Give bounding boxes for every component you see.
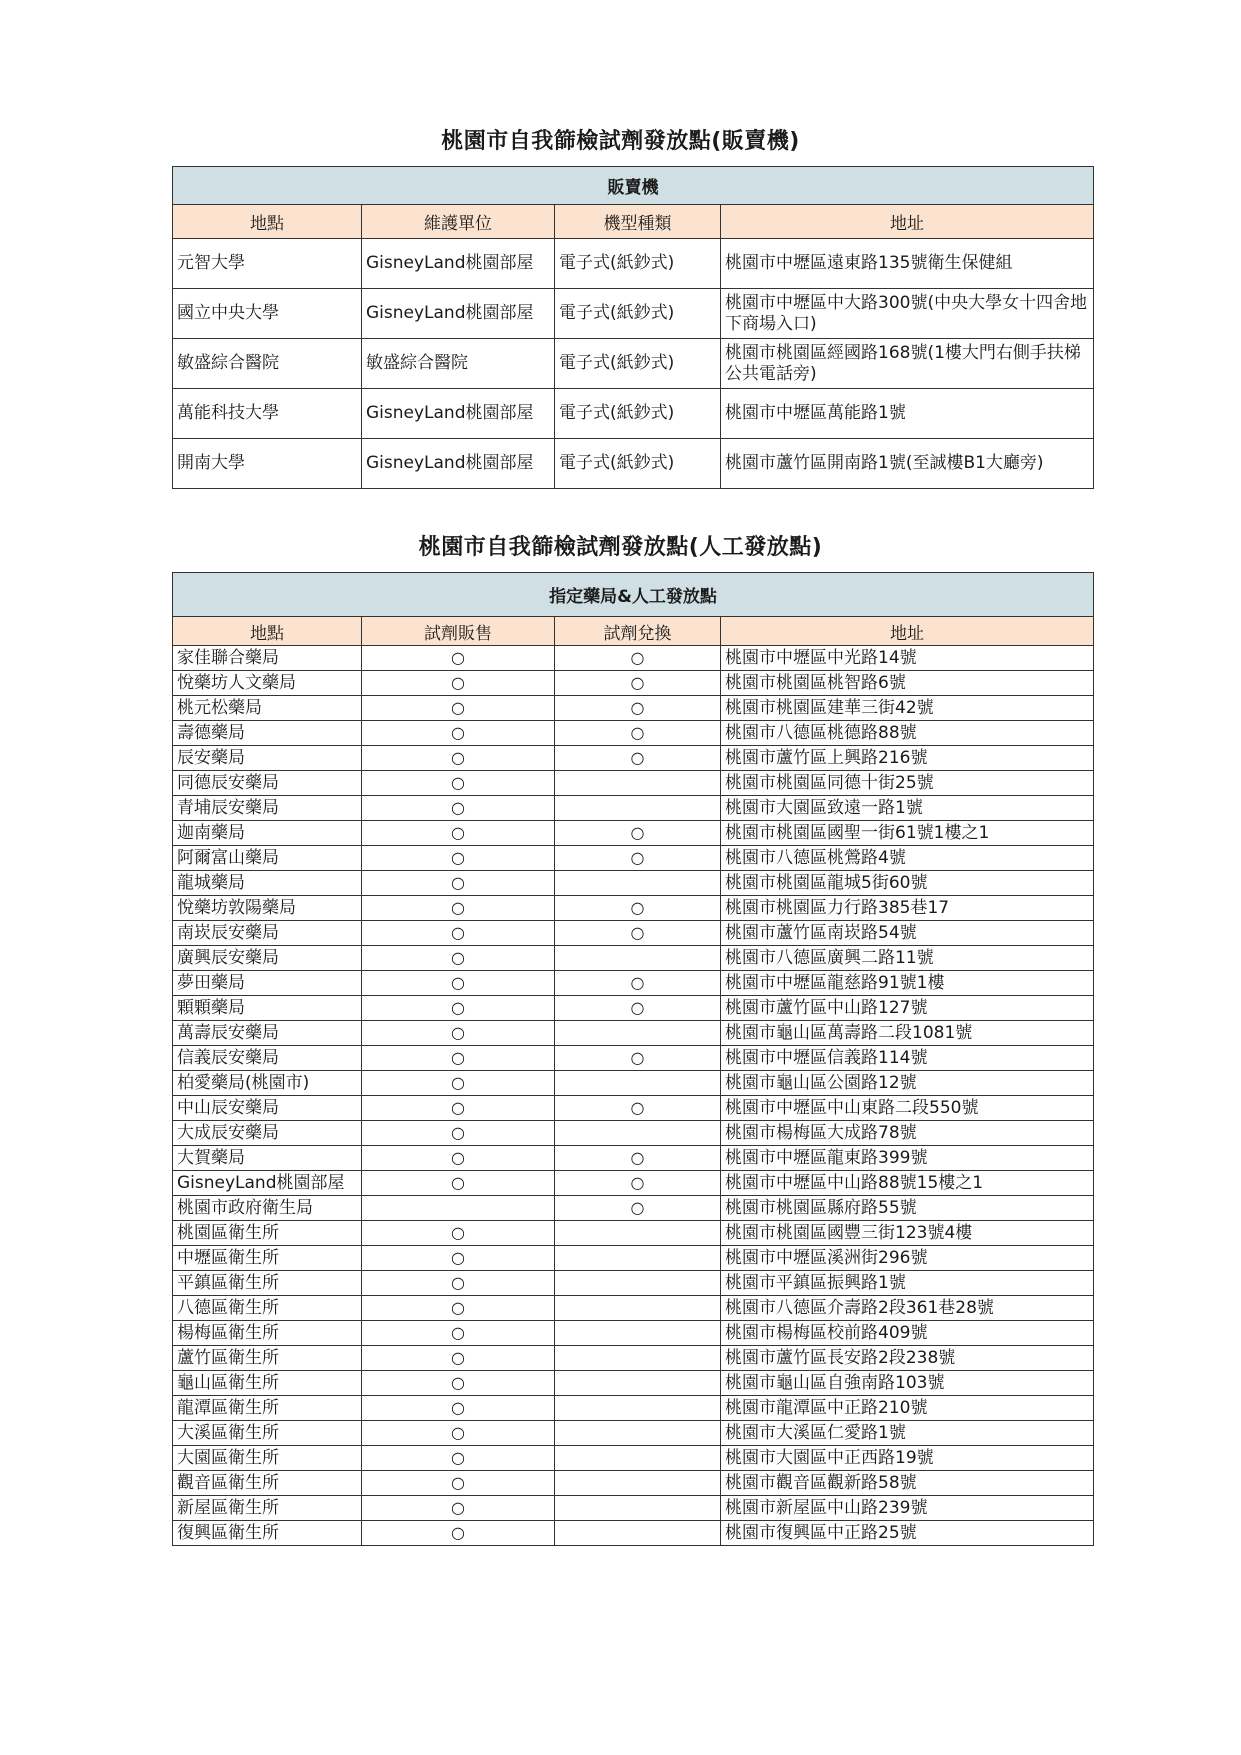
- address-cell: 桃園市蘆竹區上興路216號: [721, 746, 1094, 771]
- table-row: [173, 1146, 1094, 1171]
- exchange-available-mark: ○: [555, 821, 721, 846]
- location-cell: 信義辰安藥局: [173, 1046, 362, 1071]
- address-cell: 桃園市八德區介壽路2段361巷28號: [721, 1296, 1094, 1321]
- table-row: [173, 871, 1094, 896]
- sale-available-mark: ○: [362, 1221, 555, 1246]
- location-cell: 家佳聯合藥局: [173, 646, 362, 671]
- exchange-available-mark: [555, 1071, 721, 1096]
- table-row: [173, 1221, 1094, 1246]
- exchange-available-mark: [555, 1471, 721, 1496]
- exchange-available-mark: [555, 1121, 721, 1146]
- sale-available-mark: ○: [362, 1496, 555, 1521]
- address-cell: 桃園市楊梅區大成路78號: [721, 1121, 1094, 1146]
- table-row: [173, 1046, 1094, 1071]
- table-row: [173, 1246, 1094, 1271]
- table-row: [173, 439, 1094, 489]
- exchange-available-mark: [555, 1346, 721, 1371]
- sale-available-mark: ○: [362, 996, 555, 1021]
- table-row: [173, 646, 1094, 671]
- table-row: [173, 1446, 1094, 1471]
- address-cell: 桃園市觀音區觀新路58號: [721, 1471, 1094, 1496]
- sale-available-mark: ○: [362, 1346, 555, 1371]
- table-row: [173, 1371, 1094, 1396]
- column-header-location: 地點: [173, 617, 362, 646]
- address-cell: 桃園市中壢區中山東路二段550號: [721, 1096, 1094, 1121]
- sale-available-mark: ○: [362, 746, 555, 771]
- location-cell: 辰安藥局: [173, 746, 362, 771]
- sale-available-mark: ○: [362, 1096, 555, 1121]
- sale-available-mark: ○: [362, 1271, 555, 1296]
- location-cell: 復興區衛生所: [173, 1521, 362, 1546]
- address-cell: 桃園市龜山區公園路12號: [721, 1071, 1094, 1096]
- maintainer-cell: GisneyLand桃園部屋: [362, 289, 555, 339]
- exchange-available-mark: ○: [555, 996, 721, 1021]
- table-row: [173, 1521, 1094, 1546]
- table-row: [173, 671, 1094, 696]
- sale-available-mark: ○: [362, 1521, 555, 1546]
- exchange-available-mark: ○: [555, 1171, 721, 1196]
- location-cell: 悅藥坊敦陽藥局: [173, 896, 362, 921]
- table-row: [173, 996, 1094, 1021]
- location-cell: 阿爾富山藥局: [173, 846, 362, 871]
- location-cell: 桃園區衛生所: [173, 1221, 362, 1246]
- address-cell: 桃園市龍潭區中正路210號: [721, 1396, 1094, 1421]
- sale-available-mark: ○: [362, 1121, 555, 1146]
- machine-type-cell: 電子式(紙鈔式): [555, 439, 721, 489]
- location-cell: 新屋區衛生所: [173, 1496, 362, 1521]
- table-row: [173, 1346, 1094, 1371]
- location-cell: 柏愛藥局(桃園市): [173, 1071, 362, 1096]
- location-cell: 萬能科技大學: [173, 389, 362, 439]
- address-cell: 桃園市八德區桃德路88號: [721, 721, 1094, 746]
- location-cell: 桃元松藥局: [173, 696, 362, 721]
- table-row: [173, 1271, 1094, 1296]
- address-cell: 桃園市新屋區中山路239號: [721, 1496, 1094, 1521]
- address-cell: 桃園市復興區中正路25號: [721, 1521, 1094, 1546]
- table-row: [173, 946, 1094, 971]
- machine-type-cell: 電子式(紙鈔式): [555, 239, 721, 289]
- location-cell: 國立中央大學: [173, 289, 362, 339]
- address-cell: 桃園市蘆竹區中山路127號: [721, 996, 1094, 1021]
- vending-band-header: 販賣機: [173, 167, 1094, 205]
- table-row: [173, 721, 1094, 746]
- location-cell: 同德辰安藥局: [173, 771, 362, 796]
- address-cell: 桃園市中壢區遠東路135號衛生保健組: [721, 239, 1094, 289]
- address-cell: 桃園市楊梅區校前路409號: [721, 1321, 1094, 1346]
- sale-available-mark: ○: [362, 796, 555, 821]
- table-row: [173, 971, 1094, 996]
- location-cell: 南崁辰安藥局: [173, 921, 362, 946]
- address-cell: 桃園市桃園區經國路168號(1樓大門右側手扶梯公共電話旁): [721, 339, 1094, 389]
- exchange-available-mark: ○: [555, 971, 721, 996]
- exchange-available-mark: [555, 946, 721, 971]
- address-cell: 桃園市中壢區龍慈路91號1樓: [721, 971, 1094, 996]
- location-cell: 悅藥坊人文藥局: [173, 671, 362, 696]
- table-row: [173, 1021, 1094, 1046]
- exchange-available-mark: ○: [555, 746, 721, 771]
- address-cell: 桃園市八德區桃鶯路4號: [721, 846, 1094, 871]
- location-cell: 平鎮區衛生所: [173, 1271, 362, 1296]
- pharmacy-table: [172, 572, 1094, 1546]
- address-cell: 桃園市桃園區建華三街42號: [721, 696, 1094, 721]
- address-cell: 桃園市桃園區力行路385巷17: [721, 896, 1094, 921]
- table-row: [173, 1071, 1094, 1096]
- table-row: [173, 821, 1094, 846]
- exchange-available-mark: ○: [555, 1096, 721, 1121]
- location-cell: GisneyLand桃園部屋: [173, 1171, 362, 1196]
- address-cell: 桃園市蘆竹區長安路2段238號: [721, 1346, 1094, 1371]
- pharmacy-section-title: 桃園市自我篩檢試劑發放點(人工發放點): [418, 535, 823, 560]
- sale-available-mark: ○: [362, 721, 555, 746]
- exchange-available-mark: ○: [555, 696, 721, 721]
- address-cell: 桃園市龜山區自強南路103號: [721, 1371, 1094, 1396]
- location-cell: 元智大學: [173, 239, 362, 289]
- table-row: [173, 1296, 1094, 1321]
- exchange-available-mark: [555, 1221, 721, 1246]
- vending-section-title: 桃園市自我篩檢試劑發放點(販賣機): [441, 129, 800, 154]
- location-cell: 廣興辰安藥局: [173, 946, 362, 971]
- exchange-available-mark: ○: [555, 671, 721, 696]
- column-header-machine-type: 機型種類: [555, 205, 721, 239]
- exchange-available-mark: [555, 1496, 721, 1521]
- exchange-available-mark: [555, 1021, 721, 1046]
- table-row: [173, 771, 1094, 796]
- location-cell: 大賀藥局: [173, 1146, 362, 1171]
- exchange-available-mark: ○: [555, 646, 721, 671]
- table-row: [173, 389, 1094, 439]
- sale-available-mark: ○: [362, 1021, 555, 1046]
- maintainer-cell: 敏盛綜合醫院: [362, 339, 555, 389]
- sale-available-mark: ○: [362, 896, 555, 921]
- machine-type-cell: 電子式(紙鈔式): [555, 289, 721, 339]
- address-cell: 桃園市桃園區桃智路6號: [721, 671, 1094, 696]
- address-cell: 桃園市龜山區萬壽路二段1081號: [721, 1021, 1094, 1046]
- location-cell: 大園區衛生所: [173, 1446, 362, 1471]
- exchange-available-mark: [555, 796, 721, 821]
- address-cell: 桃園市中壢區中大路300號(中央大學女十四舍地下商場入口): [721, 289, 1094, 339]
- table-row: [173, 1396, 1094, 1421]
- exchange-available-mark: [555, 1421, 721, 1446]
- location-cell: 開南大學: [173, 439, 362, 489]
- table-row: [173, 1171, 1094, 1196]
- table-row: [173, 339, 1094, 389]
- exchange-available-mark: ○: [555, 846, 721, 871]
- sale-available-mark: ○: [362, 696, 555, 721]
- column-header-address: 地址: [721, 205, 1094, 239]
- exchange-available-mark: [555, 1296, 721, 1321]
- address-cell: 桃園市蘆竹區南崁路54號: [721, 921, 1094, 946]
- table-row: [173, 896, 1094, 921]
- sale-available-mark: ○: [362, 771, 555, 796]
- pharmacy-band-header: 指定藥局&人工發放點: [173, 573, 1094, 617]
- address-cell: 桃園市大園區中正西路19號: [721, 1446, 1094, 1471]
- table-row: [173, 1121, 1094, 1146]
- sale-available-mark: ○: [362, 1046, 555, 1071]
- location-cell: 顆顆藥局: [173, 996, 362, 1021]
- sale-available-mark: ○: [362, 1421, 555, 1446]
- exchange-available-mark: ○: [555, 921, 721, 946]
- exchange-available-mark: [555, 1246, 721, 1271]
- exchange-available-mark: [555, 1271, 721, 1296]
- table-row: [173, 289, 1094, 339]
- sale-available-mark: ○: [362, 921, 555, 946]
- table-row: [173, 1471, 1094, 1496]
- address-cell: 桃園市桃園區龍城5街60號: [721, 871, 1094, 896]
- address-cell: 桃園市中壢區中山路88號15樓之1: [721, 1171, 1094, 1196]
- location-cell: 大成辰安藥局: [173, 1121, 362, 1146]
- location-cell: 中壢區衛生所: [173, 1246, 362, 1271]
- column-header-maintainer: 維護單位: [362, 205, 555, 239]
- exchange-available-mark: ○: [555, 721, 721, 746]
- address-cell: 桃園市中壢區中光路14號: [721, 646, 1094, 671]
- table-row: [173, 921, 1094, 946]
- address-cell: 桃園市大溪區仁愛路1號: [721, 1421, 1094, 1446]
- sale-available-mark: ○: [362, 1396, 555, 1421]
- sale-available-mark: ○: [362, 1296, 555, 1321]
- address-cell: 桃園市桃園區國豐三街123號4樓: [721, 1221, 1094, 1246]
- address-cell: 桃園市桃園區同德十街25號: [721, 771, 1094, 796]
- exchange-available-mark: [555, 1446, 721, 1471]
- table-row: [173, 696, 1094, 721]
- machine-type-cell: 電子式(紙鈔式): [555, 389, 721, 439]
- table-row: [173, 1096, 1094, 1121]
- location-cell: 楊梅區衛生所: [173, 1321, 362, 1346]
- location-cell: 中山辰安藥局: [173, 1096, 362, 1121]
- sale-available-mark: ○: [362, 1246, 555, 1271]
- location-cell: 大溪區衛生所: [173, 1421, 362, 1446]
- location-cell: 敏盛綜合醫院: [173, 339, 362, 389]
- address-cell: 桃園市桃園區國聖一街61號1樓之1: [721, 821, 1094, 846]
- address-cell: 桃園市蘆竹區開南路1號(至誠樓B1大廳旁): [721, 439, 1094, 489]
- address-cell: 桃園市八德區廣興二路11號: [721, 946, 1094, 971]
- address-cell: 桃園市平鎮區振興路1號: [721, 1271, 1094, 1296]
- location-cell: 龍城藥局: [173, 871, 362, 896]
- location-cell: 蘆竹區衛生所: [173, 1346, 362, 1371]
- exchange-available-mark: ○: [555, 1196, 721, 1221]
- address-cell: 桃園市中壢區溪洲街296號: [721, 1246, 1094, 1271]
- location-cell: 觀音區衛生所: [173, 1471, 362, 1496]
- sale-available-mark: ○: [362, 846, 555, 871]
- sale-available-mark: ○: [362, 1171, 555, 1196]
- location-cell: 龍潭區衛生所: [173, 1396, 362, 1421]
- sale-available-mark: ○: [362, 646, 555, 671]
- sale-available-mark: ○: [362, 1446, 555, 1471]
- sale-available-mark: ○: [362, 1321, 555, 1346]
- table-row: [173, 846, 1094, 871]
- column-header-address: 地址: [721, 617, 1094, 646]
- table-row: [173, 796, 1094, 821]
- exchange-available-mark: [555, 871, 721, 896]
- exchange-available-mark: ○: [555, 1046, 721, 1071]
- column-header-exchange: 試劑兌換: [555, 617, 721, 646]
- location-cell: 青埔辰安藥局: [173, 796, 362, 821]
- table-row: [173, 746, 1094, 771]
- exchange-available-mark: [555, 1521, 721, 1546]
- maintainer-cell: GisneyLand桃園部屋: [362, 239, 555, 289]
- sale-available-mark: ○: [362, 1146, 555, 1171]
- table-row: [173, 1196, 1094, 1221]
- column-header-location: 地點: [173, 205, 362, 239]
- table-row: [173, 1496, 1094, 1521]
- exchange-available-mark: [555, 771, 721, 796]
- exchange-available-mark: ○: [555, 1146, 721, 1171]
- sale-available-mark: ○: [362, 671, 555, 696]
- address-cell: 桃園市桃園區縣府路55號: [721, 1196, 1094, 1221]
- location-cell: 夢田藥局: [173, 971, 362, 996]
- exchange-available-mark: [555, 1371, 721, 1396]
- sale-available-mark: ○: [362, 1471, 555, 1496]
- address-cell: 桃園市中壢區龍東路399號: [721, 1146, 1094, 1171]
- sale-available-mark: ○: [362, 946, 555, 971]
- sale-available-mark: ○: [362, 871, 555, 896]
- machine-type-cell: 電子式(紙鈔式): [555, 339, 721, 389]
- address-cell: 桃園市中壢區信義路114號: [721, 1046, 1094, 1071]
- maintainer-cell: GisneyLand桃園部屋: [362, 389, 555, 439]
- location-cell: 壽德藥局: [173, 721, 362, 746]
- column-header-sale: 試劑販售: [362, 617, 555, 646]
- sale-available-mark: ○: [362, 971, 555, 996]
- location-cell: 萬壽辰安藥局: [173, 1021, 362, 1046]
- exchange-available-mark: [555, 1321, 721, 1346]
- address-cell: 桃園市中壢區萬能路1號: [721, 389, 1094, 439]
- exchange-available-mark: [555, 1396, 721, 1421]
- address-cell: 桃園市大園區致遠一路1號: [721, 796, 1094, 821]
- table-row: [173, 239, 1094, 289]
- location-cell: 迦南藥局: [173, 821, 362, 846]
- maintainer-cell: GisneyLand桃園部屋: [362, 439, 555, 489]
- sale-available-mark: [362, 1196, 555, 1221]
- location-cell: 桃園市政府衛生局: [173, 1196, 362, 1221]
- table-row: [173, 1321, 1094, 1346]
- vending-machine-table: [172, 166, 1094, 489]
- location-cell: 八德區衛生所: [173, 1296, 362, 1321]
- location-cell: 龜山區衛生所: [173, 1371, 362, 1396]
- exchange-available-mark: ○: [555, 896, 721, 921]
- sale-available-mark: ○: [362, 1371, 555, 1396]
- sale-available-mark: ○: [362, 1071, 555, 1096]
- table-row: [173, 1421, 1094, 1446]
- sale-available-mark: ○: [362, 821, 555, 846]
